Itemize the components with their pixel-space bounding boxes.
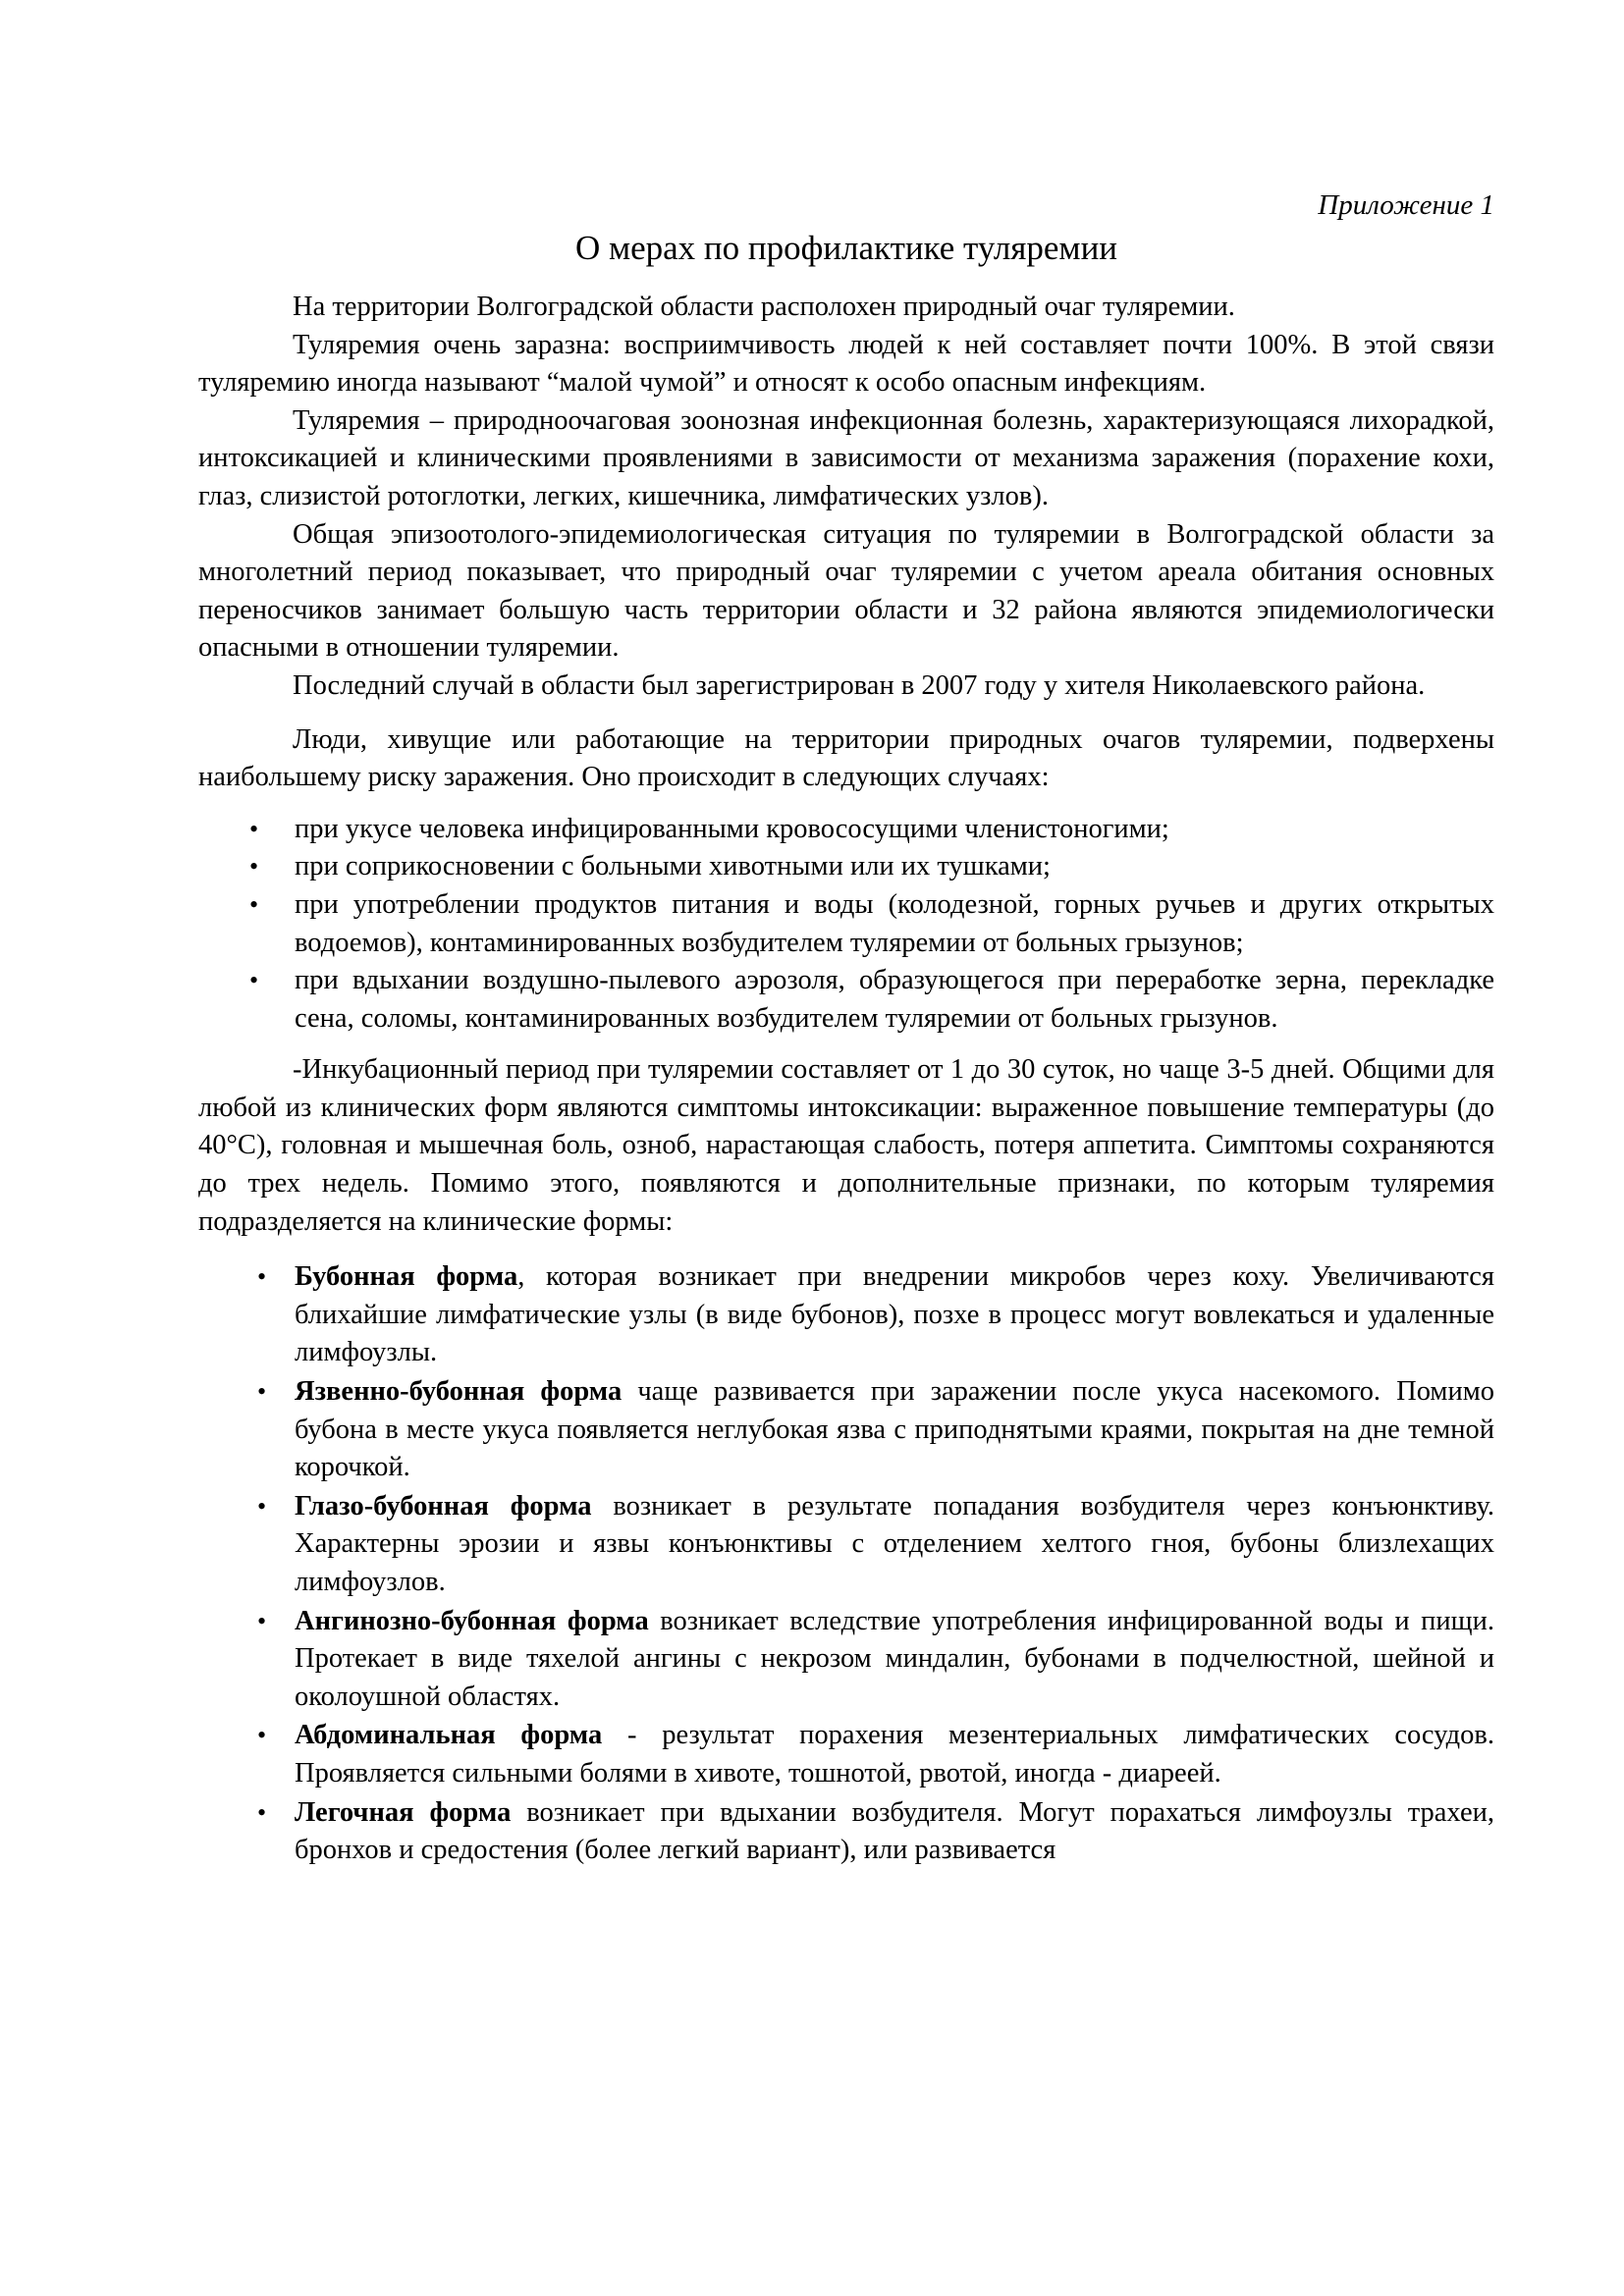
form-term: Бубонная форма [295, 1261, 518, 1293]
paragraph-last-case: Последний случай в области был зарегистрирован в 2007 году у хителя Николаевского района. [293, 669, 1426, 701]
paragraph-situation: Общая эпизоотолого-эпидемиологическая ситуация по туляремии в Волгоградской области за многолетний период показывает, что природный очаг туляремии с учетом ареала обитания основных переносчиков занимает большую часть территории области и 32 района являются эпидемиологически опасными в отношении туляремии. [198, 518, 1494, 664]
form-term: Ангинозно-бубонная форма [295, 1605, 649, 1636]
bullet-icon: • [257, 1797, 267, 1827]
bullet-icon: • [249, 814, 259, 843]
paragraph-definition: Туляремия – природноочаговая зоонозная инфекционная болезнь, характеризующаяся лихорадкой, интоксикацией и клиническими проявлениями в зависимости от механизма заражения (порахение кохи, глаз, слизистой ротоглотки, легких, кишечника, лимфатических узлов). [198, 404, 1494, 511]
document-title: О мерах по профилактике туляремии [574, 229, 1118, 267]
document-page [198, 187, 1494, 1871]
bullet-icon: • [257, 1377, 267, 1407]
paragraph-location: На территории Волгоградской области располохен природный очаг туляремии. [293, 292, 1235, 322]
clinical-forms-list [198, 1258, 1494, 1870]
list-item: • Язвенно-бубонная форма чаще развивается при заражении после укуса насекомого. Помимо бубона в месте укуса появляется неглубокая язва с приподнятыми краями, покрытая на дне темной корочкой. [198, 1373, 1494, 1487]
list-item: • Легочная форма возникает при вдыхании возбудителя. Могут порахаться лимфоузлы трахеи, бронхов и средостения (более легкий вариант), или развивается [198, 1794, 1494, 1870]
form-term: Глазо-бубонная форма [295, 1490, 592, 1522]
paragraph-contagiousness: Туляремия очень заразна: восприимчивость людей к ней составляет почти 100%. В этой связи туляремию иногда называют “малой чумой” и относят к особо опасным инфекциям. [198, 329, 1494, 399]
form-term: Язвенно-бубонная форма [295, 1376, 623, 1408]
bullet-icon: • [249, 852, 259, 881]
risk-cases-list [198, 811, 1494, 1039]
bullet-icon: • [249, 889, 259, 919]
list-item: • Бубонная форма, которая возникает при внедрении микробов через коху. Увеличиваются блихайшие лимфатические узлы (в виде бубонов), позхе в процесс могут вовлекаться и удаленные лимфоузлы. [198, 1258, 1494, 1372]
bullet-icon: • [257, 1491, 267, 1521]
list-item: • при соприкосновении с больными хивотными или их тушками; [198, 848, 1494, 886]
list-item: • Ангинозно-бубонная форма возникает вследствие употребления инфицированной воды и пищи. Протекает в виде тяхелой ангины с некрозом миндалин, бубонами в подчелюстной, шейной и околоушной областях. [198, 1603, 1494, 1717]
list-item: • Глазо-бубонная форма возникает в результате попадания возбудителя через конъюнктиву. Характерны эрозии и язвы конъюнктивы с отделением хелтого гноя, бубоны близлехащих лимфоузлов. [198, 1488, 1494, 1602]
list-item: • при укусе человека инфицированными кровососущими членистоногими; [198, 811, 1494, 849]
form-term: Абдоминальная форма [295, 1720, 603, 1751]
bullet-icon: • [257, 1262, 267, 1292]
bullet-icon: • [257, 1606, 267, 1635]
list-item: • Абдоминальная форма - результат порахения мезентериальных лимфатических сосудов. Проявляется сильными болями в хивоте, тошнотой, рвотой, иногда - диареей. [198, 1717, 1494, 1792]
list-item: • при вдыхании воздушно-пылевого аэрозоля, образующегося при переработке зерна, перекладке сена, соломы, контаминированных возбудителем туляремии от больных грызунов. [198, 962, 1494, 1038]
paragraph-risk-intro: Люди, хивущие или работающие на территории природных очагов туляремии, подверхены наибольшему риску заражения. Оно происходит в следующих случаях: [198, 723, 1494, 793]
form-term: Легочная форма [295, 1796, 512, 1828]
paragraph-incubation: -Инкубационный период при туляремии составляет от 1 до 30 суток, но чаще 3-5 дней. Общими для любой из клинических форм являются симптомы интоксикации: выраженное повышение температуры (до 40°С), головная и мышечная боль, озноб, нарастающая слабость, потеря аппетита. Симптомы сохраняются до трех недель. Помимо этого, появляются и дополнительные признаки, по которым туляремия подразделяется на клинические формы: [198, 1054, 1494, 1237]
bullet-icon: • [249, 966, 259, 995]
list-item: • при употреблении продуктов питания и воды (колодезной, горных ручьев и других открытых водоемов), контаминированных возбудителем туляремии от больных грызунов; [198, 886, 1494, 962]
bullet-icon: • [257, 1721, 267, 1750]
appendix-label: Приложение 1 [1318, 189, 1494, 221]
